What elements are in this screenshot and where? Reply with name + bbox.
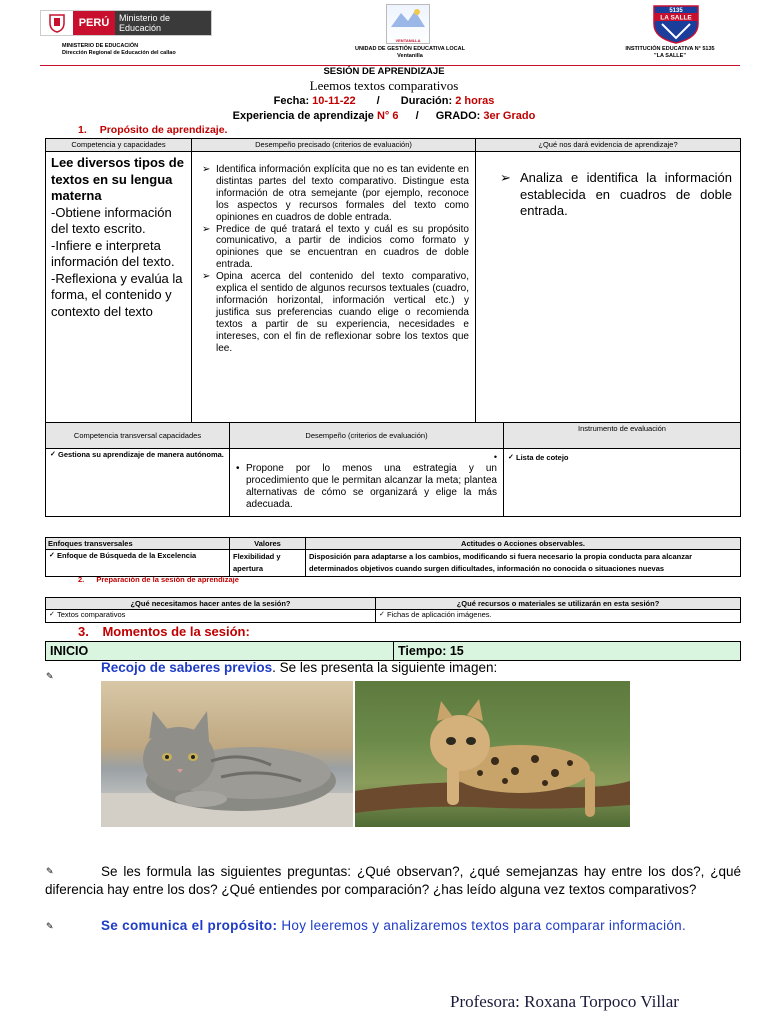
header-center-line2: Ventanilla [397,53,423,59]
peru-shield-icon [41,11,73,35]
section1-heading [78,124,227,136]
recursos-text: ✓ Fichas de aplicación imágenes. [379,610,737,619]
col-evidencia: ¿Qué nos dará evidencia de aprendizaje? [476,139,741,152]
ugel-logo [386,4,430,44]
duracion-label: Duración: [400,95,456,107]
grado-value: 3er Grado [483,110,536,122]
actitudes-cell: Disposición para adaptarse a los cambios, modificando si fuera necesario la propia conducta para alcanzar determinados objetivos cuando surgen dificultades, información no conocida o situaciones nuevas [306,550,741,577]
col-competencia: Competencia y capacidades [46,139,192,152]
enfoque-text: ✓ Enfoque de Búsqueda de la Excelencia [49,551,226,560]
section2-title: Preparación de la sesión de aprendizaje [96,575,239,584]
preguntas-paragraph: Se les formula las siguientes preguntas: ¿Qué observan?, ¿qué semejanzas hay entre los dos?, ¿qué diferencia hay entre los dos? ¿Qué entiendes por comparación? ¿has leído alguna vez textos comparativos? [45,864,741,897]
pencil-hand-icon: ✎ [46,671,54,681]
col-desempeno: Desempeño precisado (criterios de evaluación) [192,139,476,152]
proposito-label: Se comunica el propósito: [101,918,278,933]
cat-image [101,681,353,827]
ugel-logo-text: VENTANILLA [395,38,421,43]
duracion-value: 2 horas [455,95,495,107]
header-right-line1: INSTITUCIÓN EDUCATIVA N° 5135 [625,46,715,52]
desempeno-item: ➢ Predice de qué tratará el texto y cuál es su propósito comunicativo, a partir de indicios como formato y opiniones que se encuentran en cuadros de doble entrada. [202,224,469,272]
capacidad-2: -Infiere e interpreta información del texto. [51,237,175,269]
proposito-table [45,138,741,424]
competencia-transversal-text: ✓ Gestiona su aprendizaje de manera autónoma. [50,450,225,460]
ministerio-label: Ministerio de Educación [115,11,211,35]
header-right-text [600,46,740,60]
header-center-line1: UNIDAD DE GESTIÓN EDUCATIVA LOCAL [355,46,465,52]
section2-heading [78,575,239,584]
col-competencia-transversal: Competencia transversal capacidades [46,423,230,449]
competencia-cell [46,152,192,424]
proposito-text: Hoy leeremos y analizaremos textos para comparar información. [277,918,687,933]
desempeno-transversal-value: Propone por lo menos una estrategia y un procedimiento que le permitan alcanzar la meta; plantea alternativas de cómo se organizará y elige la más adecuada. [246,463,497,510]
section3-heading [78,624,250,639]
section2-number: 2. [78,575,85,584]
peru-label: PERÚ [73,11,115,35]
col-actitudes: Actitudes o Acciones observables. [306,538,741,550]
desempeno-cell [192,152,476,424]
capacidad-1: -Obtiene información del texto escrito. [51,204,172,236]
header-left-line1: MINISTERIO DE EDUCACIÓN [62,43,139,49]
col-valores: Valores [230,538,306,550]
lasalle-number: 5135 [669,8,683,14]
recojo-text: . Se les presenta la siguiente imagen: [272,660,498,675]
competencia-transversal-cell [46,449,230,517]
fecha-line [0,95,768,107]
fecha-slash: / [376,95,380,107]
experiencia-value: N° 6 [376,110,399,122]
desempeno-transversal-mark: • [493,452,497,462]
transversal-table [45,422,741,517]
fecha-label: Fecha: [273,95,313,107]
antes-text: ✓ Textos comparativos [49,610,372,619]
capacidad-3: -Reflexiona y evalúa la forma, el contenido y contexto del texto [51,270,183,319]
fecha-value: 10-11-22 [312,95,356,107]
desempeno-transversal-text: • Propone por lo menos una estrategia y un procedimiento que le permitan alcanzar la meta; plantea alternativas de cómo se organizará y elige la más adecuada. [236,463,497,510]
inicio-bar [45,641,741,661]
col-recursos: ¿Qué recursos o materiales se utilizarán en esta sesión? [376,598,741,610]
col-antes: ¿Qué necesitamos hacer antes de la sesión? [46,598,376,610]
experiencia-label: Experiencia de aprendizaje [232,110,377,122]
section1-number: 1. [78,124,87,136]
header-right-line2: "LA SALLE" [654,53,686,59]
enfoques-table [45,537,741,577]
lasalle-shield-logo [650,4,702,44]
desempeno-item: ➢ Identifica información explícita que no es tan evidente en distintas partes del texto comparativo. Distingue esta información de otra semejante (por ejemplo, reconoce los aspectos y recursos formales del texto como opiniones en cuadros de doble entrada. [202,164,469,224]
valores-cell: Flexibilidad y apertura [230,550,306,577]
col-instrumento: Instrumento de evaluación [504,423,741,449]
col-enfoques: Enfoques transversales [46,538,230,550]
instrumento-text: ✓ Lista de cotejo [508,453,736,462]
session-title: SESIÓN DE APRENDIZAJE [323,66,445,77]
instrumento-cell [504,449,741,517]
preparacion-table [45,597,741,623]
header-left-line2: Dirección Regional de Educación del callao [62,50,176,56]
recojo-title: Recojo de saberes previos [101,660,273,675]
section1-title: Propósito de aprendizaje. [99,124,228,136]
recojo-line [101,659,497,677]
enfoque-cell [46,550,230,577]
peru-minedu-logo [40,10,212,36]
inicio-label: INICIO [46,642,394,660]
section3-title: Momentos de la sesión: [102,624,250,639]
inicio-tiempo: Tiempo: 15 [398,644,464,658]
desempeno-item: ➢ Opina acerca del contenido del texto comparativo, explica el sentido de algunos recursos textuales (cuadro, información horizontal, información vertical etc.) y justifica sus preferencias cuando elige o recomienda textos a partir de su experiencia, necesidades e intereses, con el fin de reflexionar sobre los textos que lee. [202,271,469,354]
lasalle-name: LA SALLE [660,14,692,22]
ocelot-image [355,681,630,827]
recursos-cell [376,610,741,623]
competencia-title: Lee diversos tipos de textos en su lengua materna [51,155,184,203]
experiencia-line [0,110,768,122]
evidencia-item: ➢ Analiza e identifica la información establecida en cuadros de doble entrada. [500,170,732,220]
proposito-paragraph [45,917,741,935]
evidencia-cell [476,152,741,424]
col-desempeno-transversal: Desempeño (criterios de evaluación) [230,423,504,449]
experiencia-slash: / [415,110,419,122]
antes-cell [46,610,376,623]
pencil-hand-icon: ✎ [46,866,54,876]
pencil-hand-icon: ✎ [46,921,54,931]
session-subtitle: Leemos textos comparativos [309,78,459,93]
header-center-text [300,46,520,60]
profesora-signature: Profesora: Roxana Torpoco Villar [450,992,679,1011]
header-left-text [62,43,176,57]
section3-number: 3. [78,624,89,639]
grado-label: GRADO: [435,110,484,122]
desempeno-transversal-cell [230,449,504,517]
